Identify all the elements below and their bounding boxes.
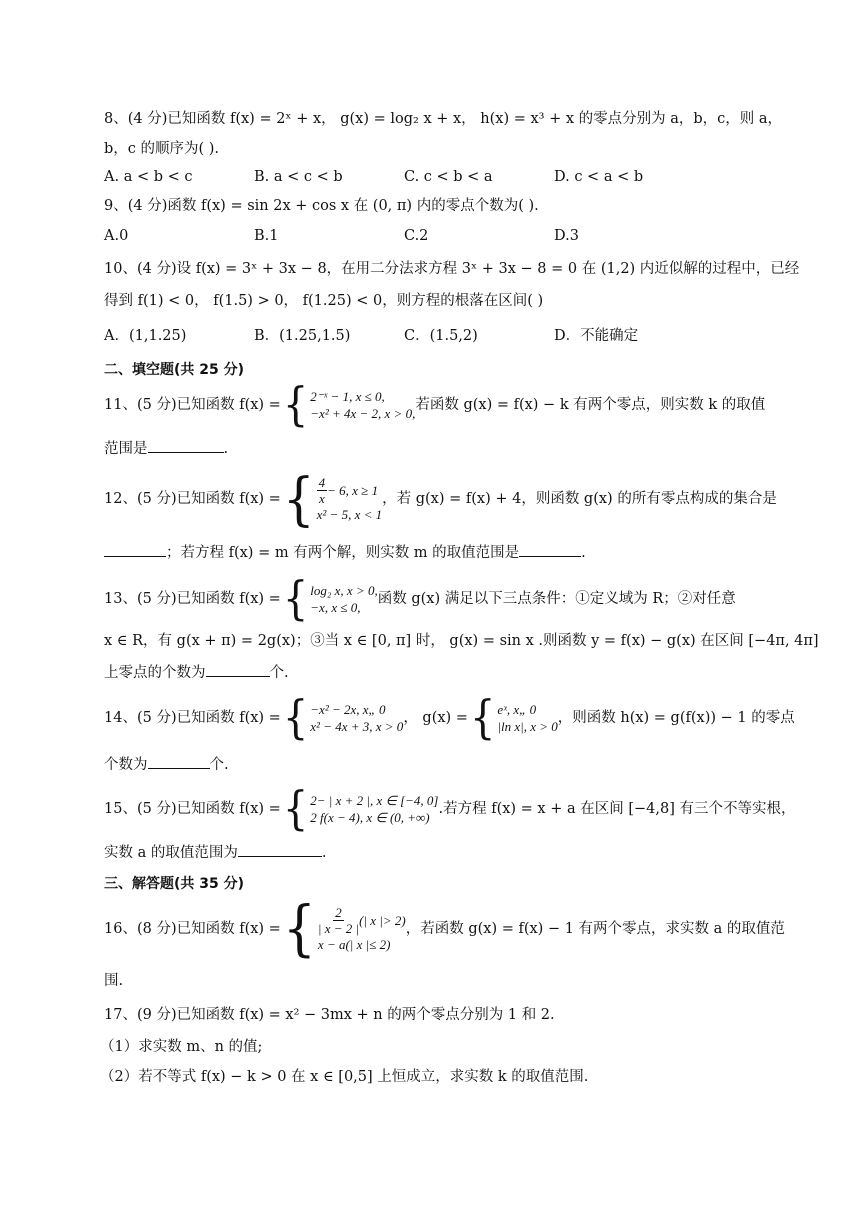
q13-line1 xyxy=(104,572,736,626)
q13-case2: −x, x ≤ 0, xyxy=(310,600,361,615)
answer-blank xyxy=(148,438,224,453)
q11-case1: 2⁻ˣ − 1, x ≤ 0, xyxy=(310,389,385,404)
q16-case1-tail: (| x |> 2) xyxy=(359,913,406,928)
q9-line1: 9、(4 分)函数 f(x) = sin 2x + cos x 在 (0, π) 内的零点个数为( ). xyxy=(104,198,539,214)
q11-line1 xyxy=(104,380,765,430)
q10-option-a: A．(1,1.25) xyxy=(104,328,187,344)
q15-line2: 实数 a 的取值范围为 . xyxy=(104,842,326,864)
brace-icon: { xyxy=(282,894,316,964)
q17-sub1: （1）求实数 m、n 的值; xyxy=(100,1039,263,1055)
q8-options xyxy=(104,166,764,188)
q16-frac-den: | x − 2 | xyxy=(317,921,360,936)
answer-blank xyxy=(206,662,270,677)
q9-options xyxy=(104,225,764,247)
q12-piecewise xyxy=(281,465,383,533)
answer-blank xyxy=(148,754,210,769)
q11-line2-text: 范围是 xyxy=(104,441,148,457)
q14-case2: x² − 4x + 3, x > 0 xyxy=(310,719,404,734)
q16-piecewise xyxy=(281,894,406,964)
brace-icon: { xyxy=(282,572,309,626)
q12-line1 xyxy=(104,465,777,533)
q14-suffix: ，则函数 h(x) = g(f(x)) − 1 的零点 xyxy=(557,710,795,726)
q12-fraction xyxy=(317,475,328,506)
q13-line3-tail: 个. xyxy=(269,665,289,681)
q8-line2: b，c 的顺序为( ). xyxy=(104,141,220,157)
answer-blank xyxy=(238,842,322,857)
q14-line2-tail: 个. xyxy=(209,757,229,773)
q12-case2: x² − 5, x < 1 xyxy=(316,507,383,522)
q8-option-d: D. c < a < b xyxy=(554,169,644,185)
q13-prefix: 13、(5 分)已知函数 f(x) = xyxy=(104,591,281,607)
q15-piecewise xyxy=(281,782,439,836)
q9-option-b: B.1 xyxy=(254,228,279,244)
brace-icon: { xyxy=(469,691,496,745)
answer-blank xyxy=(104,542,166,557)
q10-options xyxy=(104,325,764,347)
q10-option-c: C．(1.5,2) xyxy=(404,328,478,344)
q14-mid: ， g(x) = xyxy=(403,710,468,726)
q12-line2: ；若方程 f(x) = m 有两个解，则实数 m 的取值范围是 . xyxy=(104,542,586,564)
q8-option-a: A. a < b < c xyxy=(104,169,193,185)
q17-line1: 17、(9 分)已知函数 f(x) = x² − 3mx + n 的两个零点分别为 1 和 2. xyxy=(104,1007,555,1023)
q14-line1 xyxy=(104,691,795,745)
q11-suffix: 若函数 g(x) = f(x) − k 有两个零点，则实数 k 的取值 xyxy=(415,397,766,413)
answer-blank xyxy=(519,542,581,557)
q16-line2: 围. xyxy=(104,973,124,989)
q11-piecewise xyxy=(281,378,416,432)
q14-f-piecewise xyxy=(281,691,404,745)
q16-suffix: ，若函数 g(x) = f(x) − 1 有两个零点，求实数 a 的取值范 xyxy=(405,921,785,937)
q13-line3-text: 上零点的个数为 xyxy=(104,665,206,681)
q13-case1: log₂ x, x > 0, xyxy=(310,583,378,598)
q13-line2: x ∈ R，有 g(x + π) = 2g(x)；③当 x ∈ [0, π] 时， g(x) = sin x .则函数 y = f(x) − g(x) 在区间 [−4π, 4π] xyxy=(104,633,819,649)
q15-case1: 2− | x + 2 |, x ∈ [−4, 0] xyxy=(310,793,439,808)
q15-line2-text: 实数 a 的取值范围为 xyxy=(104,845,238,861)
q14-g-piecewise xyxy=(468,691,558,745)
q8-option-b: B. a < c < b xyxy=(254,169,343,185)
q15-case2: 2 f(x − 4), x ∈ (0, +∞) xyxy=(310,810,430,825)
q14-gcase2: |ln x|, x > 0 xyxy=(497,719,558,734)
q16-line1 xyxy=(104,896,785,962)
q16-case2: x − a(| x |≤ 2) xyxy=(317,937,391,952)
q14-line2-text: 个数为 xyxy=(104,757,148,773)
q15-prefix: 15、(5 分)已知函数 f(x) = xyxy=(104,801,281,817)
q12-case1-tail: − 6, x ≥ 1 xyxy=(327,483,379,498)
q14-gcase1: eˣ, x„ 0 xyxy=(497,702,537,717)
q8-line1: 8、(4 分)已知函数 f(x) = 2ˣ + x， g(x) = log₂ x + x， h(x) = x³ + x 的零点分别为 a，b，c，则 a， xyxy=(104,111,783,127)
brace-icon: { xyxy=(282,782,309,836)
q12-suffix: ，若 g(x) = f(x) + 4，则函数 g(x) 的所有零点构成的集合是 xyxy=(382,491,777,507)
q16-prefix: 16、(8 分)已知函数 f(x) = xyxy=(104,921,281,937)
q12-frac-den: x xyxy=(319,491,325,506)
q11-case2: −x² + 4x − 2, x > 0, xyxy=(310,406,416,421)
q17-sub2: （2）若不等式 f(x) − k > 0 在 x ∈ [0,5] 上恒成立，求实数 k 的取值范围. xyxy=(100,1069,589,1085)
q10-option-d: D．不能确定 xyxy=(554,328,639,344)
q8-option-c: C. c < b < a xyxy=(404,169,493,185)
brace-icon: { xyxy=(282,465,315,533)
brace-icon: { xyxy=(282,691,309,745)
section-solve-heading: 三、解答题(共 35 分) xyxy=(104,876,245,892)
q10-option-b: B．(1.25,1.5) xyxy=(254,328,351,344)
q11-line2: 范围是 . xyxy=(104,438,228,460)
section-fill-in-heading: 二、填空题(共 25 分) xyxy=(104,362,245,378)
brace-icon: { xyxy=(282,378,309,432)
q12-line2-text: ；若方程 f(x) = m 有两个解，则实数 m 的取值范围是 xyxy=(166,545,520,561)
q12-frac-num: 4 xyxy=(318,475,326,490)
q14-line2 xyxy=(104,754,229,776)
q9-option-a: A.0 xyxy=(104,228,129,244)
q12-prefix: 12、(5 分)已知函数 f(x) = xyxy=(104,491,281,507)
q10-line2: 得到 f(1) < 0， f(1.5) > 0， f(1.25) < 0，则方程的根落在区间( ) xyxy=(104,293,544,309)
q13-piecewise xyxy=(281,572,378,626)
q13-line3 xyxy=(104,662,289,684)
q15-line1 xyxy=(104,782,796,836)
q15-suffix: .若方程 f(x) = x + a 在区间 [−4,8] 有三个不等实根， xyxy=(438,801,796,817)
q13-suffix: 函数 g(x) 满足以下三点条件：①定义域为 R；②对任意 xyxy=(377,591,736,607)
q9-option-d: D.3 xyxy=(554,228,579,244)
q9-option-c: C.2 xyxy=(404,228,429,244)
q14-case1: −x² − 2x, x„ 0 xyxy=(310,702,386,717)
q14-prefix: 14、(5 分)已知函数 f(x) = xyxy=(104,710,281,726)
q16-frac-num: 2 xyxy=(335,905,342,920)
q11-prefix: 11、(5 分)已知函数 f(x) = xyxy=(104,397,281,413)
q10-line1: 10、(4 分)设 f(x) = 3ˣ + 3x − 8，在用二分法求方程 3ˣ + 3x − 8 = 0 在 (1,2) 内近似解的过程中，已经 xyxy=(104,261,800,277)
q16-fraction xyxy=(318,905,359,936)
